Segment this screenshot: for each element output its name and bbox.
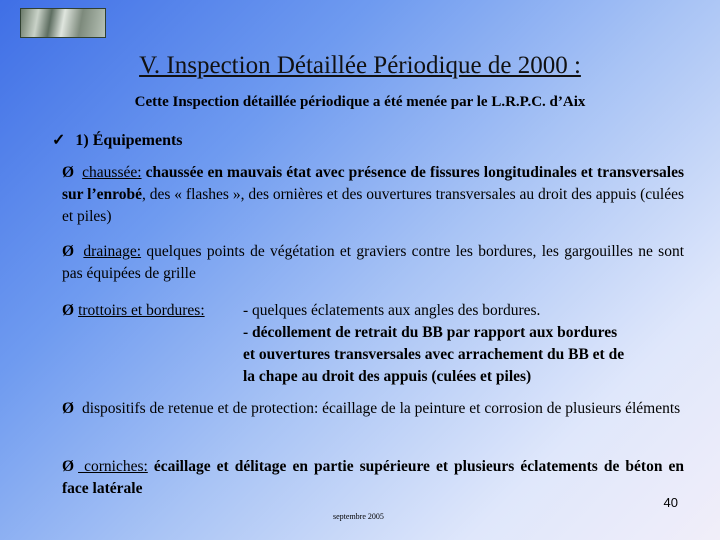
- footer-date: septembre 2005: [333, 512, 384, 521]
- trottoirs-line-4: la chape au droit des appuis (culées et piles): [243, 368, 532, 385]
- item-drainage-head: drainage:: [83, 243, 142, 260]
- item-trottoirs-head: trottoirs et bordures:: [78, 302, 205, 319]
- item-chaussee: [62, 162, 684, 228]
- page-number: 40: [663, 495, 678, 510]
- arrow-bullet-icon: Ø: [62, 302, 75, 319]
- arrow-bullet-icon: Ø: [62, 164, 75, 181]
- item-corniches: [62, 456, 684, 500]
- item-corniches-text: écaillage et délitage en partie supérieure et plusieurs éclatements de béton en face latérale: [62, 458, 684, 497]
- item-corniches-head: corniches:: [78, 458, 148, 475]
- trottoirs-line-3: et ouvertures transversales avec arrachement du BB et de: [243, 346, 625, 363]
- item-dispositifs-text: dispositifs de retenue et de protection: écaillage de la peinture et corrosion de plusieurs éléments: [78, 400, 681, 417]
- arrow-bullet-icon: Ø: [62, 243, 75, 260]
- trottoirs-line-1: - quelques éclatements aux angles des bordures.: [243, 302, 541, 319]
- item-drainage-text: quelques points de végétation et graviers contre les bordures, les gargouilles ne sont pas équipées de grille: [62, 243, 685, 282]
- item-trottoirs-details: [243, 300, 688, 388]
- arrow-bullet-icon: Ø: [62, 458, 75, 475]
- slide-subtitle: Cette Inspection détaillée périodique a été menée par le L.R.P.C. d’Aix: [134, 94, 586, 110]
- trottoirs-line-2: - décollement de retrait du BB par rapport aux bordures: [243, 324, 618, 341]
- item-chaussee-rest: , des « flashes », des ornières et des ouvertures transversales au droit des appuis (culées et piles): [62, 186, 685, 225]
- item-chaussee-head: chaussée:: [82, 164, 142, 181]
- item-chaussee-bold: chaussée en mauvais état avec présence de fissures longitudinales et transversales sur l’enrobé: [62, 164, 685, 203]
- item-drainage: [62, 241, 684, 285]
- section-label: 1) Équipements: [75, 132, 183, 149]
- logo-image: [20, 8, 106, 38]
- slide-title: V. Inspection Détaillée Périodique de 2000 :: [139, 52, 581, 79]
- checkmark-icon: ✓: [52, 132, 66, 149]
- item-dispositifs: [62, 398, 684, 420]
- section-heading: [52, 130, 183, 150]
- arrow-bullet-icon: Ø: [62, 400, 75, 417]
